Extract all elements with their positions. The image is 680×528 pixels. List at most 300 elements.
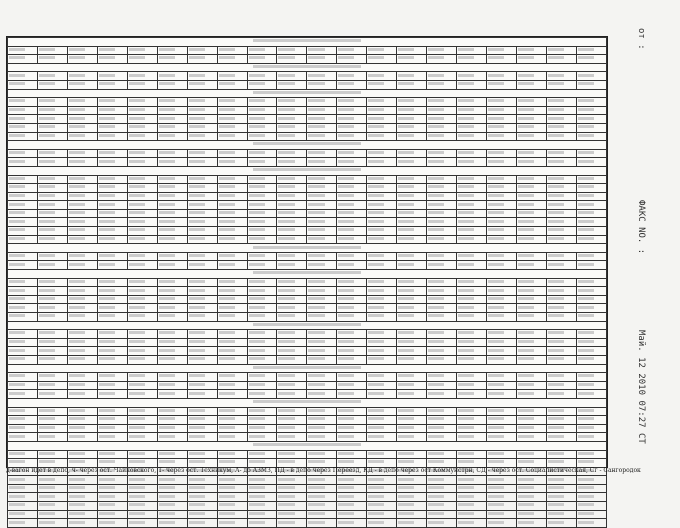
placeholder: [129, 512, 145, 515]
time-cell: [397, 252, 427, 261]
placeholder: [278, 383, 294, 386]
placeholder: [9, 383, 25, 386]
route-header: [8, 38, 607, 47]
placeholder: [518, 177, 534, 180]
placeholder: [518, 392, 534, 395]
time-cell: [67, 355, 97, 364]
placeholder: [253, 323, 360, 326]
time-cell: [516, 235, 546, 244]
time-cell: [367, 519, 397, 528]
placeholder: [129, 99, 145, 102]
placeholder: [69, 383, 85, 386]
time-cell: [307, 519, 337, 528]
time-cell: [427, 123, 457, 132]
table-row: [8, 407, 607, 416]
placeholder: [578, 306, 594, 309]
placeholder: [578, 383, 594, 386]
placeholder: [39, 99, 55, 102]
placeholder: [308, 185, 324, 188]
time-cell: [576, 519, 606, 528]
time-cell: [127, 381, 157, 390]
placeholder: [368, 108, 384, 111]
time-cell: [576, 158, 606, 167]
placeholder: [219, 177, 235, 180]
placeholder: [428, 495, 444, 498]
time-cell: [487, 80, 517, 89]
placeholder: [518, 160, 534, 163]
time-cell: [97, 149, 127, 158]
time-cell: [277, 175, 307, 184]
time-cell: [307, 115, 337, 124]
time-cell: [67, 519, 97, 528]
time-cell: [487, 493, 517, 502]
time-cell: [367, 390, 397, 399]
time-cell: [516, 459, 546, 468]
time-cell: [337, 476, 367, 485]
placeholder: [428, 203, 444, 206]
placeholder: [253, 91, 360, 94]
placeholder: [219, 314, 235, 317]
row-label: [8, 373, 38, 382]
placeholder: [99, 82, 115, 85]
placeholder: [368, 177, 384, 180]
placeholder: [129, 426, 145, 429]
placeholder: [69, 125, 85, 128]
placeholder: [458, 495, 474, 498]
time-cell: [97, 390, 127, 399]
time-cell: [247, 106, 277, 115]
placeholder: [39, 340, 55, 343]
time-cell: [427, 407, 457, 416]
time-cell: [546, 373, 576, 382]
placeholder: [428, 306, 444, 309]
time-cell: [247, 287, 277, 296]
placeholder: [488, 211, 504, 214]
placeholder: [219, 435, 235, 438]
time-cell: [157, 106, 187, 115]
time-cell: [307, 72, 337, 81]
time-cell: [127, 261, 157, 270]
placeholder: [338, 125, 354, 128]
placeholder: [99, 254, 115, 257]
time-cell: [247, 502, 277, 511]
placeholder: [338, 383, 354, 386]
placeholder: [398, 117, 414, 120]
placeholder: [219, 495, 235, 498]
placeholder: [428, 289, 444, 292]
placeholder: [428, 512, 444, 515]
placeholder: [548, 108, 564, 111]
time-cell: [516, 261, 546, 270]
time-cell: [397, 278, 427, 287]
time-cell: [247, 390, 277, 399]
table-row: [8, 519, 607, 528]
placeholder: [518, 220, 534, 223]
placeholder: [129, 185, 145, 188]
placeholder: [129, 263, 145, 266]
row-label: [8, 209, 38, 218]
row-label: [8, 184, 38, 193]
time-cell: [247, 261, 277, 270]
time-cell: [187, 72, 217, 81]
time-cell: [427, 55, 457, 64]
time-cell: [516, 519, 546, 528]
row-label: [8, 381, 38, 390]
placeholder: [219, 237, 235, 240]
placeholder: [39, 220, 55, 223]
placeholder: [578, 426, 594, 429]
placeholder: [338, 117, 354, 120]
time-cell: [127, 106, 157, 115]
placeholder: [548, 74, 564, 77]
placeholder: [69, 452, 85, 455]
time-cell: [516, 149, 546, 158]
time-cell: [546, 304, 576, 313]
time-cell: [187, 149, 217, 158]
placeholder: [368, 409, 384, 412]
time-cell: [217, 201, 247, 210]
time-cell: [427, 80, 457, 89]
time-cell: [427, 227, 457, 236]
time-cell: [247, 227, 277, 236]
placeholder: [428, 426, 444, 429]
time-cell: [67, 192, 97, 201]
time-cell: [67, 252, 97, 261]
time-cell: [337, 502, 367, 511]
time-cell: [37, 493, 67, 502]
placeholder: [278, 435, 294, 438]
time-cell: [487, 295, 517, 304]
time-cell: [67, 424, 97, 433]
time-cell: [307, 347, 337, 356]
placeholder: [488, 314, 504, 317]
time-cell: [546, 381, 576, 390]
time-cell: [217, 123, 247, 132]
row-label: [8, 304, 38, 313]
time-cell: [37, 98, 67, 107]
placeholder: [398, 409, 414, 412]
placeholder: [99, 177, 115, 180]
row-label: [8, 450, 38, 459]
placeholder: [189, 151, 205, 154]
placeholder: [548, 56, 564, 59]
placeholder: [308, 460, 324, 463]
placeholder: [458, 349, 474, 352]
time-cell: [67, 510, 97, 519]
time-cell: [457, 510, 487, 519]
placeholder: [9, 160, 25, 163]
placeholder: [368, 426, 384, 429]
table-row: [8, 270, 607, 279]
placeholder: [129, 521, 145, 524]
time-cell: [546, 235, 576, 244]
time-cell: [307, 295, 337, 304]
time-cell: [247, 347, 277, 356]
time-cell: [247, 209, 277, 218]
placeholder: [159, 280, 175, 283]
placeholder: [9, 289, 25, 292]
time-cell: [67, 184, 97, 193]
placeholder: [129, 160, 145, 163]
placeholder: [458, 409, 474, 412]
time-cell: [157, 55, 187, 64]
time-cell: [576, 510, 606, 519]
placeholder: [488, 417, 504, 420]
placeholder: [129, 151, 145, 154]
time-cell: [157, 158, 187, 167]
placeholder: [458, 117, 474, 120]
time-cell: [97, 218, 127, 227]
placeholder: [99, 151, 115, 154]
placeholder: [39, 392, 55, 395]
time-cell: [427, 459, 457, 468]
timetable-grid: [7, 37, 607, 528]
time-cell: [157, 227, 187, 236]
placeholder: [338, 254, 354, 257]
placeholder: [129, 357, 145, 360]
placeholder: [9, 495, 25, 498]
placeholder: [578, 314, 594, 317]
placeholder: [518, 117, 534, 120]
placeholder: [159, 357, 175, 360]
time-cell: [217, 510, 247, 519]
placeholder: [69, 495, 85, 498]
placeholder: [249, 521, 265, 524]
time-cell: [367, 373, 397, 382]
placeholder: [368, 263, 384, 266]
placeholder: [518, 254, 534, 257]
row-label: [8, 278, 38, 287]
time-cell: [37, 476, 67, 485]
placeholder: [428, 521, 444, 524]
placeholder: [189, 125, 205, 128]
time-cell: [97, 287, 127, 296]
placeholder: [278, 409, 294, 412]
time-cell: [277, 304, 307, 313]
time-cell: [217, 355, 247, 364]
time-cell: [67, 46, 97, 55]
time-cell: [97, 493, 127, 502]
table-row: [8, 433, 607, 442]
placeholder: [249, 82, 265, 85]
time-cell: [427, 476, 457, 485]
time-cell: [546, 252, 576, 261]
time-cell: [546, 355, 576, 364]
time-cell: [367, 235, 397, 244]
placeholder: [159, 314, 175, 317]
placeholder: [278, 151, 294, 154]
row-label: [8, 347, 38, 356]
placeholder: [548, 374, 564, 377]
placeholder: [308, 521, 324, 524]
placeholder: [159, 512, 175, 515]
time-cell: [367, 304, 397, 313]
time-cell: [97, 192, 127, 201]
table-row: [8, 132, 607, 141]
placeholder: [308, 409, 324, 412]
placeholder: [189, 435, 205, 438]
placeholder: [99, 383, 115, 386]
placeholder: [99, 220, 115, 223]
time-cell: [217, 278, 247, 287]
placeholder: [578, 503, 594, 506]
time-cell: [576, 416, 606, 425]
placeholder: [458, 74, 474, 77]
time-cell: [487, 192, 517, 201]
time-cell: [487, 338, 517, 347]
placeholder: [518, 185, 534, 188]
time-cell: [277, 510, 307, 519]
placeholder: [308, 160, 324, 163]
time-cell: [487, 201, 517, 210]
time-cell: [546, 338, 576, 347]
placeholder: [39, 512, 55, 515]
time-cell: [127, 72, 157, 81]
placeholder: [278, 220, 294, 223]
time-cell: [427, 493, 457, 502]
time-cell: [67, 416, 97, 425]
time-cell: [487, 261, 517, 270]
time-cell: [247, 450, 277, 459]
time-cell: [127, 209, 157, 218]
placeholder: [159, 151, 175, 154]
time-cell: [307, 381, 337, 390]
placeholder: [398, 203, 414, 206]
time-cell: [247, 115, 277, 124]
placeholder: [278, 203, 294, 206]
placeholder: [159, 82, 175, 85]
placeholder: [39, 117, 55, 120]
time-cell: [37, 510, 67, 519]
placeholder: [99, 486, 115, 489]
placeholder: [39, 48, 55, 51]
placeholder: [189, 263, 205, 266]
time-cell: [457, 235, 487, 244]
time-cell: [337, 450, 367, 459]
placeholder: [69, 503, 85, 506]
placeholder: [249, 211, 265, 214]
time-cell: [97, 330, 127, 339]
placeholder: [398, 74, 414, 77]
time-cell: [67, 484, 97, 493]
time-cell: [247, 313, 277, 322]
time-cell: [427, 184, 457, 193]
placeholder: [159, 160, 175, 163]
time-cell: [157, 115, 187, 124]
placeholder: [69, 160, 85, 163]
placeholder: [488, 503, 504, 506]
time-cell: [337, 313, 367, 322]
time-cell: [67, 459, 97, 468]
placeholder: [278, 306, 294, 309]
placeholder: [39, 194, 55, 197]
placeholder: [253, 142, 360, 145]
time-cell: [487, 304, 517, 313]
placeholder: [9, 314, 25, 317]
placeholder: [518, 495, 534, 498]
time-cell: [187, 484, 217, 493]
placeholder: [338, 306, 354, 309]
time-cell: [277, 158, 307, 167]
table-row: [8, 304, 607, 313]
time-cell: [457, 390, 487, 399]
time-cell: [67, 407, 97, 416]
time-cell: [427, 261, 457, 270]
time-cell: [157, 510, 187, 519]
time-cell: [217, 227, 247, 236]
placeholder: [189, 486, 205, 489]
time-cell: [337, 347, 367, 356]
placeholder: [69, 426, 85, 429]
time-cell: [307, 55, 337, 64]
time-cell: [576, 338, 606, 347]
placeholder: [548, 383, 564, 386]
placeholder: [308, 452, 324, 455]
time-cell: [37, 227, 67, 236]
placeholder: [99, 237, 115, 240]
placeholder: [308, 512, 324, 515]
time-cell: [97, 313, 127, 322]
time-cell: [37, 313, 67, 322]
placeholder: [39, 56, 55, 59]
time-cell: [516, 98, 546, 107]
time-cell: [247, 192, 277, 201]
placeholder: [249, 426, 265, 429]
time-cell: [487, 330, 517, 339]
table-row: [8, 373, 607, 382]
time-cell: [157, 416, 187, 425]
time-cell: [457, 106, 487, 115]
time-cell: [217, 184, 247, 193]
time-cell: [127, 46, 157, 55]
time-cell: [97, 373, 127, 382]
row-label: [8, 295, 38, 304]
placeholder: [458, 417, 474, 420]
time-cell: [487, 347, 517, 356]
placeholder: [518, 435, 534, 438]
time-cell: [427, 218, 457, 227]
placeholder: [518, 289, 534, 292]
placeholder: [518, 228, 534, 231]
time-cell: [546, 278, 576, 287]
time-cell: [217, 132, 247, 141]
time-cell: [516, 55, 546, 64]
placeholder: [398, 331, 414, 334]
placeholder: [368, 314, 384, 317]
time-cell: [247, 132, 277, 141]
placeholder: [368, 521, 384, 524]
time-cell: [337, 493, 367, 502]
time-cell: [157, 476, 187, 485]
placeholder: [368, 160, 384, 163]
time-cell: [157, 184, 187, 193]
time-cell: [127, 313, 157, 322]
placeholder: [9, 374, 25, 377]
time-cell: [487, 433, 517, 442]
time-cell: [367, 424, 397, 433]
placeholder: [518, 194, 534, 197]
placeholder: [488, 306, 504, 309]
time-cell: [457, 115, 487, 124]
time-cell: [397, 72, 427, 81]
time-cell: [457, 484, 487, 493]
time-cell: [367, 338, 397, 347]
placeholder: [69, 460, 85, 463]
time-cell: [187, 80, 217, 89]
time-cell: [546, 433, 576, 442]
time-cell: [397, 381, 427, 390]
placeholder: [99, 521, 115, 524]
